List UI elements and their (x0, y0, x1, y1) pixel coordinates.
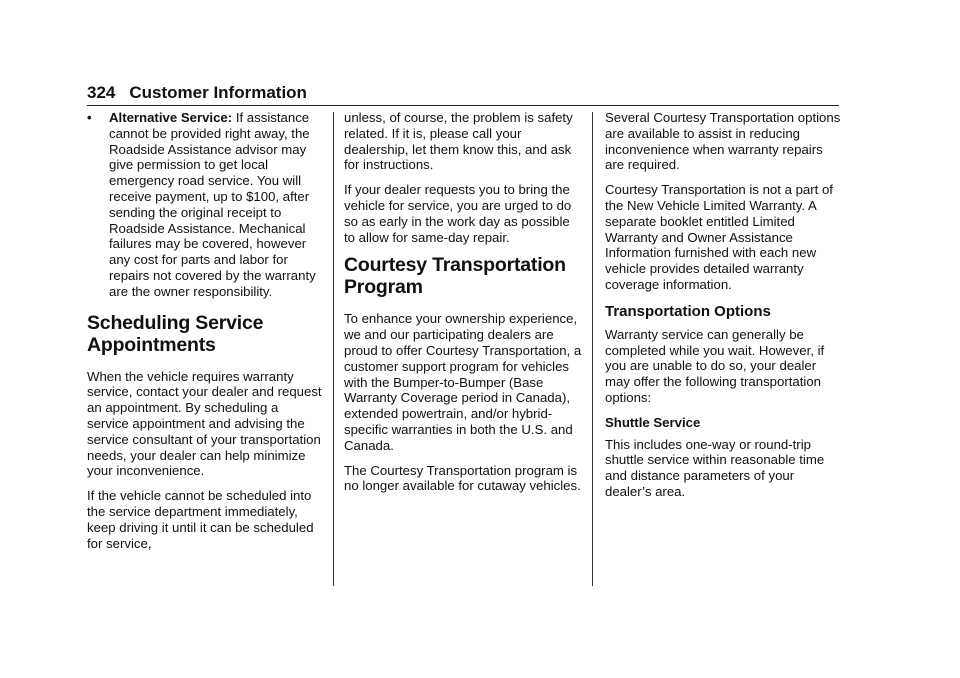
alternative-service-text: If assistance cannot be provided right away, the Roadside Assistance advisor may give permission to get local emergency road service. You will receive payment, up to $100, after sending the original receipt to Roadside Assistance. Mechanical failures may be covered, however any cost for parts and labor for repairs not covered by the warranty are the owner responsibility. (109, 110, 316, 299)
column-right (605, 110, 841, 509)
column-divider (592, 112, 593, 586)
paragraph: Several Courtesy Transportation options are available to assist in reducing inconvenience when warranty repairs are required. (605, 110, 841, 173)
paragraph: To enhance your ownership experience, we and our participating dealers are proud to offer Courtesy Transportation, a customer support program for vehicles with the Bumper-to-Bumper (Base Warranty Coverage period in Canada), extended powertrain, and/or hybrid-specific warranties in both the U.S. and Canada. (344, 311, 582, 453)
paragraph: If your dealer requests you to bring the vehicle for service, you are urged to do so as early in the work day as possible to allow for same-day repair. (344, 182, 572, 245)
paragraph: This includes one-way or round-trip shuttle service within reasonable time and distance parameters of your dealer’s area. (605, 436, 825, 499)
transportation-options-heading: Transportation Options (605, 302, 771, 320)
paragraph: Courtesy Transportation is not a part of the New Vehicle Limited Warranty. A separate booklet entitled Limited Warranty and Owner Assistance Information furnished with each new vehicle provides detailed warranty coverage information. (605, 182, 833, 292)
page-number: 324 (87, 83, 116, 102)
alternative-service-label: Alternative Service: (109, 110, 233, 125)
paragraph: unless, of course, the problem is safety related. If it is, please call your dealership, let them know this, and ask for instructions. (344, 110, 573, 173)
shuttle-service-heading: Shuttle Service (605, 414, 701, 430)
scheduling-heading: Scheduling Service Appointments (87, 311, 264, 356)
column-middle (344, 110, 582, 503)
section-title: Customer Information (129, 83, 307, 102)
paragraph: When the vehicle requires warranty service, contact your dealer and request an appointment. By scheduling a service appointment and advising the service consultant of your transportation needs, your dealer can help minimize your inconvenience. (87, 368, 322, 479)
list-item-text (109, 110, 323, 300)
list-item (87, 110, 323, 300)
paragraph: The Courtesy Transportation program is no longer available for cutaway vehicles. (344, 462, 581, 494)
column-divider (333, 112, 334, 586)
paragraph: If the vehicle cannot be scheduled into the service department immediately, keep driving it until it can be scheduled for service, (87, 488, 314, 551)
bullet-icon: • (87, 110, 92, 125)
page-header (87, 83, 839, 106)
courtesy-transportation-heading: Courtesy Transportation Program (344, 254, 566, 299)
column-left (87, 110, 323, 560)
paragraph: Warranty service can generally be completed while you wait. However, if you are unable to do so, your dealer may offer the following transportation options: (605, 326, 825, 405)
